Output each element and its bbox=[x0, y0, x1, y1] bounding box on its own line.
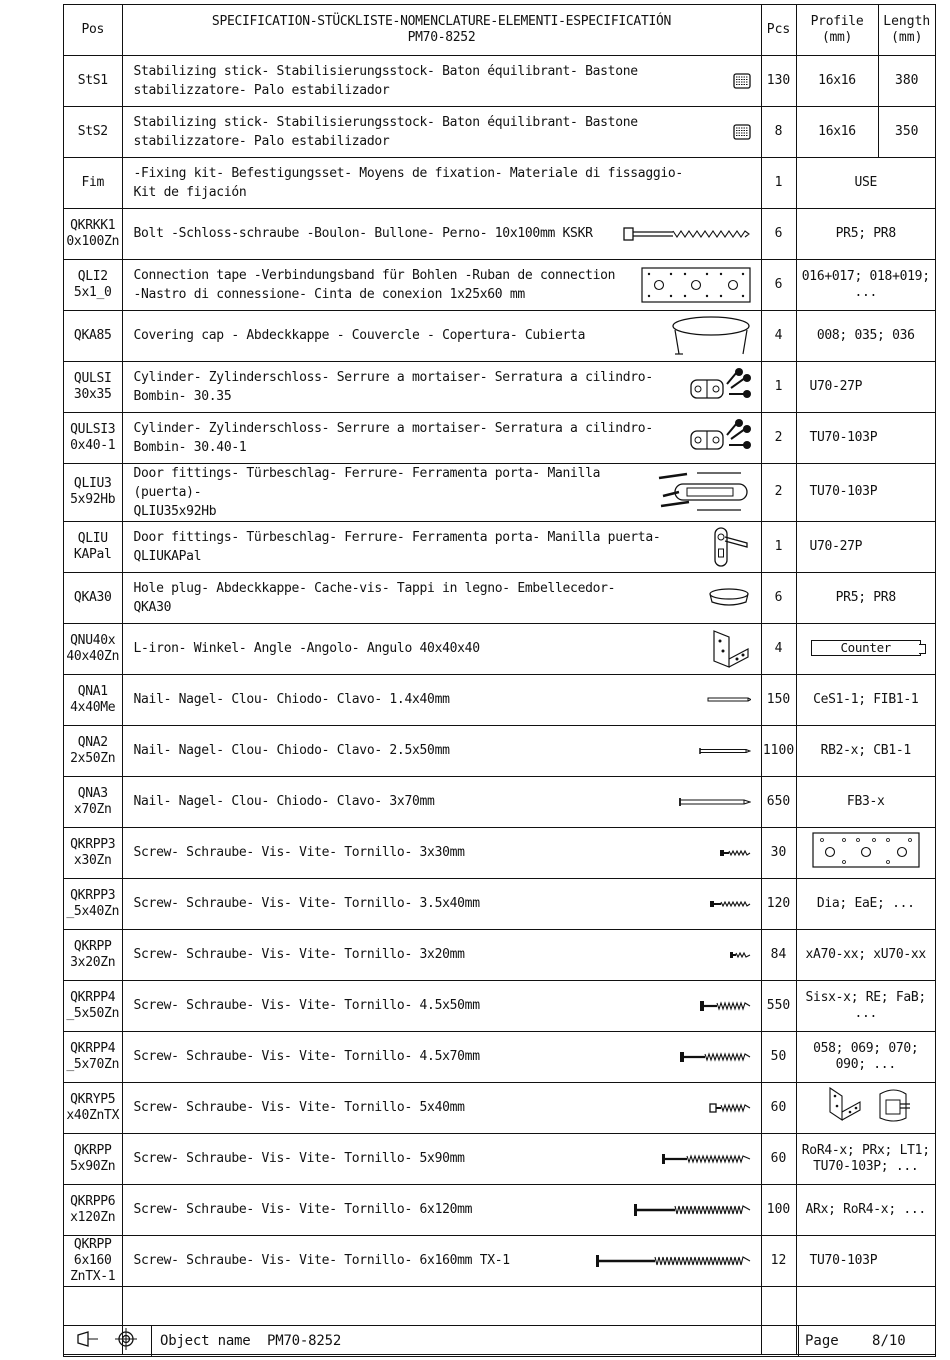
pos-cell bbox=[64, 929, 122, 980]
note-cell bbox=[796, 776, 935, 827]
header-profile bbox=[796, 5, 878, 55]
pos-cell bbox=[64, 1235, 122, 1286]
pos-line: x30Zn bbox=[73, 852, 112, 868]
pos-line: 5x90Zn bbox=[70, 1158, 116, 1174]
note-line: PR5; PR8 bbox=[835, 589, 896, 605]
screw-50-icon bbox=[699, 1000, 751, 1012]
wood-section-icon bbox=[733, 124, 751, 140]
note-line: FB3-x bbox=[846, 793, 885, 809]
pcs-cell: 2 bbox=[761, 463, 796, 521]
pos-line: QKRKK1 bbox=[70, 217, 116, 233]
pos-line: 5x1_0 bbox=[73, 284, 112, 300]
pos-line: 0x40-1 bbox=[70, 437, 116, 453]
pos-line: StS2 bbox=[77, 123, 108, 139]
description-line: Cylinder- Zylinderschloss- Serrure a mortaiser- Serratura a cilindro- Bombin- 30.35 bbox=[133, 369, 653, 404]
pcs-cell: 100 bbox=[761, 1184, 796, 1235]
pos-cell bbox=[64, 623, 122, 674]
screw-160-icon bbox=[595, 1254, 751, 1268]
description-cell bbox=[122, 827, 761, 878]
note-cell bbox=[796, 157, 935, 208]
description-line: Screw- Schraube- Vis- Vite- Tornillo- 3x30mm bbox=[133, 845, 465, 860]
pos-cell bbox=[64, 878, 122, 929]
pcs-cell: 60 bbox=[761, 1133, 796, 1184]
pos-cell bbox=[64, 310, 122, 361]
note-line: RB2-x; CB1-1 bbox=[820, 742, 911, 758]
pcs-cell: 12 bbox=[761, 1235, 796, 1286]
note-cell bbox=[796, 1133, 935, 1184]
table-row bbox=[64, 1235, 935, 1286]
wood-section-icon bbox=[733, 73, 751, 89]
note-line: RoR4-x; PRx; LT1; bbox=[801, 1142, 930, 1158]
target-symbol-icon bbox=[114, 1327, 138, 1355]
title-block bbox=[64, 1325, 935, 1356]
table-row bbox=[64, 929, 935, 980]
pos-line: 2x50Zn bbox=[70, 750, 116, 766]
angle-iron-icon bbox=[711, 627, 751, 671]
pcs-cell: 6 bbox=[761, 572, 796, 623]
note-cell bbox=[796, 827, 935, 878]
pos-line: QKRPP3 bbox=[70, 887, 116, 903]
pos-cell bbox=[64, 521, 122, 572]
header-pcs: Pcs bbox=[761, 5, 796, 55]
note-cell bbox=[796, 1082, 935, 1133]
pos-cell bbox=[64, 1133, 122, 1184]
pos-cell bbox=[64, 674, 122, 725]
description-line: Hole plug- Abdeckkappe- Cache-vis- Tappi in legno- Embellecedor- bbox=[133, 580, 616, 596]
description-cell bbox=[122, 55, 761, 106]
header-title-line1: SPECIFICATION-STÜCKLISTE-NOMENCLATURE-ELEMENTI-ESPECIFICATIÓN bbox=[211, 13, 672, 29]
table-row bbox=[64, 463, 935, 521]
pos-cell bbox=[64, 463, 122, 521]
description-cell bbox=[122, 1184, 761, 1235]
pcs-cell: 650 bbox=[761, 776, 796, 827]
pcs-cell: 6 bbox=[761, 259, 796, 310]
note-line: U70-27P bbox=[809, 378, 863, 394]
description-cell bbox=[122, 980, 761, 1031]
object-name-value: PM70-8252 bbox=[267, 1333, 342, 1349]
header-profile-line2: (mm) bbox=[821, 29, 853, 45]
description-line: Screw- Schraube- Vis- Vite- Tornillo- 4.5x70mm bbox=[133, 1049, 480, 1064]
length-cell: 350 bbox=[878, 106, 935, 157]
pos-line: QKRPP3 bbox=[70, 836, 116, 852]
pos-cell bbox=[64, 412, 122, 463]
note-cell bbox=[796, 929, 935, 980]
note-cell bbox=[796, 878, 935, 929]
description-line: Connection tape -Verbindungsband für Bohlen -Ruban de connection bbox=[133, 267, 616, 283]
note-line: TU70-103P bbox=[809, 1252, 878, 1268]
table-row bbox=[64, 1184, 935, 1235]
header-row bbox=[64, 5, 935, 55]
description-cell bbox=[122, 157, 761, 208]
covering-cap-icon bbox=[671, 314, 751, 358]
page-field bbox=[799, 1326, 935, 1356]
note-cell bbox=[796, 1031, 935, 1082]
description-cell bbox=[122, 106, 761, 157]
pos-line: 3x20Zn bbox=[70, 954, 116, 970]
object-name-label: Object name bbox=[160, 1333, 251, 1349]
pos-cell bbox=[64, 1082, 122, 1133]
pos-line: 5x92Hb bbox=[70, 492, 116, 507]
page-label: Page bbox=[805, 1333, 839, 1349]
description-line: Screw- Schraube- Vis- Vite- Tornillo- 6x160mm TX-1 bbox=[133, 1253, 510, 1268]
note-cell bbox=[796, 412, 935, 463]
pos-line: QLIU3 bbox=[73, 476, 112, 491]
note-cell bbox=[796, 259, 935, 310]
table-row bbox=[64, 259, 935, 310]
description-line: Screw- Schraube- Vis- Vite- Tornillo- 5x90mm bbox=[133, 1151, 465, 1166]
pos-cell bbox=[64, 725, 122, 776]
screw-70-icon bbox=[679, 1051, 751, 1063]
bolt-icon bbox=[623, 224, 751, 244]
description-cell bbox=[122, 463, 761, 521]
note-line: ARx; RoR4-x; ... bbox=[805, 1201, 926, 1217]
length-cell: 380 bbox=[878, 55, 935, 106]
description-line: Screw- Schraube- Vis- Vite- Tornillo- 3x20mm bbox=[133, 947, 465, 962]
pos-cell bbox=[64, 106, 122, 157]
screw-120-icon bbox=[633, 1203, 751, 1217]
description-cell bbox=[122, 776, 761, 827]
note-cell bbox=[796, 572, 935, 623]
table-row bbox=[64, 521, 935, 572]
pos-cell bbox=[64, 827, 122, 878]
pcs-cell: 4 bbox=[761, 310, 796, 361]
note-line: xA70-xx; xU70-xx bbox=[805, 946, 926, 962]
header-length bbox=[878, 5, 935, 55]
pos-line: QKA85 bbox=[73, 327, 112, 343]
connection-tape-icon bbox=[641, 267, 751, 303]
note-cell bbox=[796, 208, 935, 259]
pos-cell bbox=[64, 361, 122, 412]
pos-line: QNU40x bbox=[70, 632, 116, 648]
table-row bbox=[64, 725, 935, 776]
note-cell bbox=[796, 310, 935, 361]
description-cell bbox=[122, 259, 761, 310]
note-cell bbox=[796, 725, 935, 776]
note-line: Sisx-x; RE; FaB; ... bbox=[805, 989, 926, 1021]
pos-cell bbox=[64, 259, 122, 310]
table-row bbox=[64, 827, 935, 878]
pos-line: QKRPP bbox=[73, 1142, 112, 1158]
profile-cell: 16x16 bbox=[796, 106, 878, 157]
pos-line: x70Zn bbox=[73, 801, 112, 817]
pcs-cell: 1100 bbox=[761, 725, 796, 776]
description-cell bbox=[122, 674, 761, 725]
pcs-cell: 120 bbox=[761, 878, 796, 929]
pos-line: QKRYP5 bbox=[70, 1091, 116, 1107]
table-row bbox=[64, 572, 935, 623]
screw-tx40-icon bbox=[709, 1102, 751, 1114]
pos-line: x40ZnTX bbox=[66, 1107, 120, 1123]
note-cell bbox=[796, 623, 935, 674]
specification-sheet bbox=[63, 4, 936, 1357]
description-line: Covering cap - Abdeckkappe - Couvercle - Copertura- Cubierta bbox=[133, 328, 586, 343]
pos-line: KAPal bbox=[73, 546, 112, 562]
hole-plug-icon bbox=[707, 587, 751, 609]
description-line: Kit de fijación bbox=[133, 184, 247, 200]
description-line: Door fittings- Türbeschlag- Ferrure- Ferramenta porta- Manilla puerta- QLIUKAPal bbox=[133, 529, 661, 564]
pos-cell bbox=[64, 572, 122, 623]
pcs-cell: 1 bbox=[761, 361, 796, 412]
table-row bbox=[64, 106, 935, 157]
note-line: CeS1-1; FIB1-1 bbox=[813, 691, 919, 707]
pos-line: QKRPP bbox=[73, 1236, 112, 1252]
note-line: PR5; PR8 bbox=[835, 225, 896, 241]
description-line: Nail- Nagel- Clou- Chiodo- Clavo- 1.4x40mm bbox=[133, 692, 450, 707]
table-row bbox=[64, 412, 935, 463]
pos-line: QKRPP4 bbox=[70, 1040, 116, 1056]
pos-cell bbox=[64, 980, 122, 1031]
note-cell bbox=[796, 361, 935, 412]
description-cell bbox=[122, 929, 761, 980]
description-line: Nail- Nagel- Clou- Chiodo- Clavo- 2.5x50mm bbox=[133, 743, 450, 758]
cylinder-lock-icon bbox=[689, 366, 751, 408]
note-line: 008; 035; 036 bbox=[816, 327, 915, 343]
pos-cell bbox=[64, 1031, 122, 1082]
pos-line: ZnTX-1 bbox=[70, 1268, 116, 1284]
pos-line: QKRPP6 bbox=[70, 1193, 116, 1209]
description-line: stabilizzatore- Palo estabilizador bbox=[133, 133, 390, 149]
note-line: Dia; EaE; ... bbox=[816, 895, 915, 911]
note-line: USE bbox=[854, 174, 878, 190]
title-block-symbols bbox=[64, 1326, 152, 1356]
pos-line: 6x160 bbox=[73, 1252, 112, 1268]
table-row bbox=[64, 878, 935, 929]
nail-short-icon bbox=[707, 696, 751, 704]
pos-line: QKRPP4 bbox=[70, 989, 116, 1005]
description-cell bbox=[122, 1082, 761, 1133]
note-line: 016+017; 018+019; ... bbox=[801, 268, 930, 300]
pos-line: x120Zn bbox=[70, 1209, 116, 1225]
pcs-cell: 8 bbox=[761, 106, 796, 157]
description-line: Screw- Schraube- Vis- Vite- Tornillo- 5x40mm bbox=[133, 1100, 465, 1115]
description-line: Door fittings- Türbeschlag- Ferrure- Ferramenta porta- Manilla (puerta)- bbox=[133, 465, 601, 500]
table-row bbox=[64, 980, 935, 1031]
projection-symbol-icon bbox=[77, 1331, 99, 1351]
screw-30-icon bbox=[719, 848, 751, 858]
note-cell bbox=[796, 674, 935, 725]
pcs-cell: 50 bbox=[761, 1031, 796, 1082]
pos-line: QNA2 bbox=[77, 734, 108, 750]
table-row bbox=[64, 1133, 935, 1184]
pcs-cell: 60 bbox=[761, 1082, 796, 1133]
note-cell bbox=[796, 980, 935, 1031]
note-line: U70-27P bbox=[809, 538, 863, 554]
description-line: Screw- Schraube- Vis- Vite- Tornillo- 6x120mm bbox=[133, 1202, 473, 1217]
description-cell bbox=[122, 1235, 761, 1286]
description-cell bbox=[122, 412, 761, 463]
pcs-cell: 2 bbox=[761, 412, 796, 463]
nail-long-icon bbox=[679, 797, 751, 807]
pos-cell bbox=[64, 157, 122, 208]
description-line: Screw- Schraube- Vis- Vite- Tornillo- 3.5x40mm bbox=[133, 896, 480, 911]
pos-line: QKA30 bbox=[73, 589, 112, 605]
table-row bbox=[64, 208, 935, 259]
description-cell bbox=[122, 572, 761, 623]
pcs-cell: 550 bbox=[761, 980, 796, 1031]
pcs-cell: 84 bbox=[761, 929, 796, 980]
nail-medium-icon bbox=[699, 747, 751, 755]
description-line: QLIU35x92Hb bbox=[133, 503, 217, 519]
pcs-cell: 1 bbox=[761, 157, 796, 208]
connection-tape-icon bbox=[812, 857, 920, 872]
pos-line: 40x40Zn bbox=[66, 648, 120, 664]
screw-40-icon bbox=[709, 899, 751, 909]
note-cell bbox=[796, 1184, 935, 1235]
pos-line: QNA1 bbox=[77, 683, 108, 699]
door-fittings-icon bbox=[657, 470, 751, 514]
table-row bbox=[64, 1031, 935, 1082]
pos-line: QLIU bbox=[77, 530, 108, 546]
table-row bbox=[64, 310, 935, 361]
description-line: Stabilizing stick- Stabilisierungsstock- Baton équilibrant- Bastone bbox=[133, 114, 638, 130]
pos-line: QLI2 bbox=[77, 268, 108, 284]
note-line: TU70-103P bbox=[809, 484, 878, 499]
description-line: L-iron- Winkel- Angle -Angolo- Angulo 40x40x40 bbox=[133, 641, 480, 656]
description-cell bbox=[122, 725, 761, 776]
pos-line: StS1 bbox=[77, 72, 108, 88]
pos-cell bbox=[64, 1184, 122, 1235]
description-cell bbox=[122, 878, 761, 929]
cylinder-lock-icon bbox=[689, 417, 751, 459]
pos-line: 4x40Me bbox=[70, 699, 116, 715]
door-handle-icon bbox=[711, 525, 751, 569]
description-line: -Fixing kit- Befestigungsset- Moyens de fixation- Materiale di fissaggio- bbox=[133, 165, 683, 181]
screw-90-icon bbox=[661, 1153, 751, 1165]
description-line: Bolt -Schloss-schraube -Boulon- Bullone- Perno- 10x100mm KSKR bbox=[133, 226, 593, 241]
description-line: -Nastro di connessione- Cinta de conexion 1x25x60 mm bbox=[133, 286, 525, 302]
pos-line: QKRPP bbox=[73, 938, 112, 954]
object-name-field bbox=[152, 1326, 799, 1356]
counter-label: Counter bbox=[811, 640, 921, 656]
note-cell bbox=[796, 1235, 935, 1286]
table-row bbox=[64, 674, 935, 725]
page-value: 8/10 bbox=[872, 1333, 906, 1349]
pcs-cell: 150 bbox=[761, 674, 796, 725]
pos-line: _5x70Zn bbox=[66, 1056, 120, 1072]
brackets-icon bbox=[820, 1115, 912, 1130]
pos-line: 30x35 bbox=[73, 386, 112, 402]
description-cell bbox=[122, 361, 761, 412]
header-length-line2: (mm) bbox=[891, 29, 923, 45]
description-line: Screw- Schraube- Vis- Vite- Tornillo- 4.5x50mm bbox=[133, 998, 480, 1013]
pos-cell bbox=[64, 208, 122, 259]
pos-line: _5x40Zn bbox=[66, 903, 120, 919]
header-pos: Pos bbox=[64, 5, 122, 55]
description-cell bbox=[122, 310, 761, 361]
header-title-line2: PM70-8252 bbox=[407, 29, 476, 45]
pos-line: QULSI bbox=[73, 370, 112, 386]
pos-line: Fim bbox=[81, 174, 105, 190]
table-row bbox=[64, 55, 935, 106]
header-length-line1: Length bbox=[883, 13, 931, 29]
description-line: stabilizzatore- Palo estabilizador bbox=[133, 82, 390, 98]
pcs-cell: 130 bbox=[761, 55, 796, 106]
note-cell bbox=[796, 521, 935, 572]
pos-line: QULSI3 bbox=[70, 421, 116, 437]
pos-cell bbox=[64, 776, 122, 827]
note-cell bbox=[796, 463, 935, 521]
pos-line: _5x50Zn bbox=[66, 1005, 120, 1021]
table-row bbox=[64, 361, 935, 412]
pos-line: QNA3 bbox=[77, 785, 108, 801]
table-row bbox=[64, 1082, 935, 1133]
table-row bbox=[64, 623, 935, 674]
profile-cell: 16x16 bbox=[796, 55, 878, 106]
description-cell bbox=[122, 623, 761, 674]
description-cell bbox=[122, 1031, 761, 1082]
pcs-cell: 30 bbox=[761, 827, 796, 878]
pcs-cell: 6 bbox=[761, 208, 796, 259]
description-line: Nail- Nagel- Clou- Chiodo- Clavo- 3x70mm bbox=[133, 794, 435, 809]
description-line: QKA30 bbox=[133, 599, 172, 615]
pcs-cell: 4 bbox=[761, 623, 796, 674]
description-line: Stabilizing stick- Stabilisierungsstock- Baton équilibrant- Bastone bbox=[133, 63, 638, 79]
description-cell bbox=[122, 521, 761, 572]
pcs-cell: 1 bbox=[761, 521, 796, 572]
table-row bbox=[64, 776, 935, 827]
description-cell bbox=[122, 208, 761, 259]
header-title bbox=[122, 5, 761, 55]
pos-cell bbox=[64, 55, 122, 106]
note-line: TU70-103P bbox=[809, 429, 878, 445]
note-line: 058; 069; 070; 090; ... bbox=[813, 1040, 919, 1072]
table-row bbox=[64, 157, 935, 208]
description-cell bbox=[122, 1133, 761, 1184]
screw-20-icon bbox=[729, 950, 751, 960]
pos-line: 0x100Zn bbox=[66, 233, 120, 249]
specification-table bbox=[64, 5, 935, 1355]
header-profile-line1: Profile bbox=[810, 13, 864, 29]
description-line: Cylinder- Zylinderschloss- Serrure a mortaiser- Serratura a cilindro- Bombin- 30.40-1 bbox=[133, 420, 653, 455]
note-line: TU70-103P; ... bbox=[813, 1158, 919, 1174]
